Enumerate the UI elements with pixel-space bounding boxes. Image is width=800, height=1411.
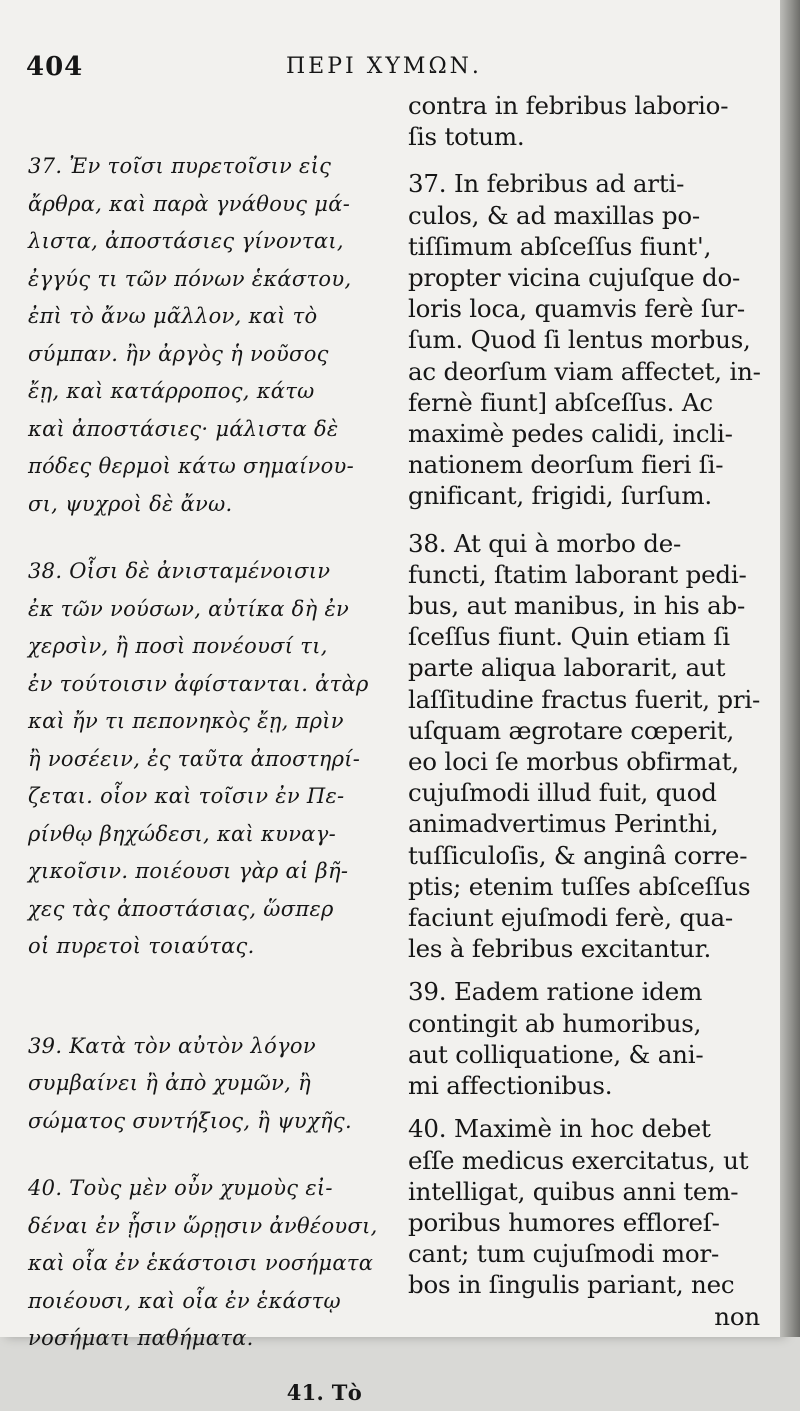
greek-paragraph-39 — [28, 1028, 388, 1141]
greek-column — [28, 90, 388, 1297]
latin-column — [408, 90, 760, 1297]
text-line: ἔῃ, καὶ κατάρροπος, κάτω — [28, 373, 388, 411]
text-line: ζεται. οἷον καὶ τοῖσιν ἐν Πε- — [28, 778, 388, 816]
text-line: ptis; etenim tuſſes abſceſſus — [408, 871, 760, 902]
greek-paragraph-37 — [28, 148, 388, 523]
text-line: aut colliquatione, & ani- — [408, 1039, 760, 1070]
catchword: 41. Τὸ — [28, 1374, 388, 1411]
text-line: gnificant, frigidi, ſurſum. — [408, 480, 760, 511]
latin-paragraph-37 — [408, 168, 760, 511]
text-line: contingit ab humoribus, — [408, 1008, 760, 1039]
text-line: ἐν τούτοισιν ἀφίστανται. ἀτὰρ — [28, 666, 388, 704]
text-line: 38. At qui à morbo de- — [408, 528, 760, 559]
text-line: cujuſmodi illud fuit, quod — [408, 777, 760, 808]
text-line: mi affectionibus. — [408, 1070, 760, 1101]
text-line: loris loca, quamvis ferè ſur- — [408, 293, 760, 324]
text-line: ἢ νοσέειν, ἐς ταῦτα ἀποστηρί- — [28, 741, 388, 779]
text-line: maximè pedes calidi, incli- — [408, 418, 760, 449]
text-line: ἐκ τῶν νούσων, αὐτίκα δὴ ἐν — [28, 591, 388, 629]
text-line: faciunt ejuſmodi ferè, qua- — [408, 902, 760, 933]
text-line: functi, ſtatim laborant pedi- — [408, 559, 760, 590]
text-line: ἐπὶ τὸ ἄνω μᾶλλον, καὶ τὸ — [28, 298, 388, 336]
text-line: uſquam ægrotare cœperit, — [408, 715, 760, 746]
latin-paragraph-38 — [408, 528, 760, 965]
text-line: culos, & ad maxillas po- — [408, 200, 760, 231]
text-line: οἱ πυρετοὶ τοιαύτας. — [28, 928, 388, 966]
text-line: 39. Κατὰ τὸν αὐτὸν λόγον — [28, 1028, 388, 1066]
text-line: ſis totum. — [408, 121, 760, 152]
text-line: 40. Τοὺς μὲν οὖν χυμοὺς εἰ- — [28, 1170, 388, 1208]
text-line: ac deorſum viam affectet, in- — [408, 356, 760, 387]
text-line: ἄρθρα, καὶ παρὰ γνάθους μά- — [28, 186, 388, 224]
text-line: ἐγγύς τι τῶν πόνων ἑκάστου, — [28, 261, 388, 299]
text-line: δέναι ἐν ᾗσιν ὥρῃσιν ἀνθέουσι, — [28, 1208, 388, 1246]
text-line: συμβαίνει ἢ ἀπὸ χυμῶν, ἢ — [28, 1065, 388, 1103]
latin-paragraph-40 — [408, 1113, 760, 1331]
text-line: intelligat, quibus anni tem- — [408, 1176, 760, 1207]
text-line: eo loci ſe morbus obfirmat, — [408, 746, 760, 777]
page-edge — [780, 0, 800, 1337]
text-line: eſſe medicus exercitatus, ut — [408, 1145, 760, 1176]
text-line: σι, ψυχροὶ δὲ ἄνω. — [28, 486, 388, 524]
text-line: χικοῖσιν. ποιέουσι γὰρ αἱ βῆ- — [28, 853, 388, 891]
text-line: 38. Οἷσι δὲ ἀνισταμένοισιν — [28, 553, 388, 591]
text-line: χες τὰς ἀποστάσιας, ὥσπερ — [28, 891, 388, 929]
text-line: ποιέουσι, καὶ οἷα ἐν ἑκάστῳ — [28, 1283, 388, 1321]
text-line: tiſſimum abſceſſus fiunt', — [408, 231, 760, 262]
text-line: propter vicina cujuſque do- — [408, 262, 760, 293]
text-line: χερσὶν, ἢ ποσὶ πονέουσί τι, — [28, 628, 388, 666]
text-line: ſceſſus fiunt. Quin etiam ſi — [408, 621, 760, 652]
text-line: nationem deorſum fieri ſi- — [408, 449, 760, 480]
text-line: πόδες θερμοὶ κάτω σημαίνου- — [28, 448, 388, 486]
text-line: 40. Maximè in hoc debet — [408, 1113, 760, 1144]
text-line: tuſſiculoſis, & anginâ corre- — [408, 840, 760, 871]
text-line: poribus humores effloreſ- — [408, 1207, 760, 1238]
text-line: 39. Eadem ratione idem — [408, 976, 760, 1007]
text-line: cant; tum cujuſmodi mor- — [408, 1238, 760, 1269]
catchword-latin: non — [408, 1301, 760, 1332]
text-line: laſſitudine fractus fuerit, pri- — [408, 684, 760, 715]
text-line: contra in febribus laborio- — [408, 90, 760, 121]
text-line: bus, aut manibus, in his ab- — [408, 590, 760, 621]
text-line: καὶ οἷα ἐν ἑκάστοισι νοσήματα — [28, 1245, 388, 1283]
latin-paragraph-cont — [408, 90, 760, 152]
text-line: animadvertimus Perinthi, — [408, 808, 760, 839]
greek-paragraph-38 — [28, 553, 388, 966]
page-number: 404 — [26, 52, 83, 82]
latin-paragraph-39 — [408, 976, 760, 1101]
running-title: ΠΕΡΙ ΧΥΜΩΝ. — [286, 54, 482, 79]
text-line: λιστα, ἀποστάσιες γίνονται, — [28, 223, 388, 261]
text-line: les à febribus excitantur. — [408, 933, 760, 964]
text-line: ρίνθῳ βηχώδεσι, καὶ κυναγ- — [28, 816, 388, 854]
text-line: fernè fiunt] abſceſſus. Ac — [408, 387, 760, 418]
text-line: νοσήματι παθήματα. — [28, 1320, 388, 1358]
text-line: 37. Ἐν τοῖσι πυρετοῖσιν εἰς — [28, 148, 388, 186]
text-line: καὶ ἀποστάσιες· μάλιστα δὲ — [28, 411, 388, 449]
text-line: σύμπαν. ἢν ἀργὸς ἡ νοῦσος — [28, 336, 388, 374]
text-line: καὶ ἤν τι πεπονηκὸς ἔῃ, πρὶν — [28, 703, 388, 741]
text-line: ſum. Quod ſi lentus morbus, — [408, 324, 760, 355]
text-line: parte aliqua laborarit, aut — [408, 652, 760, 683]
text-line: 37. In febribus ad arti- — [408, 168, 760, 199]
page-header — [26, 46, 756, 86]
text-line: bos in ſingulis pariant, nec — [408, 1269, 760, 1300]
text-line: σώματος συντήξιος, ἢ ψυχῆς. — [28, 1103, 388, 1141]
greek-paragraph-40 — [28, 1170, 388, 1358]
